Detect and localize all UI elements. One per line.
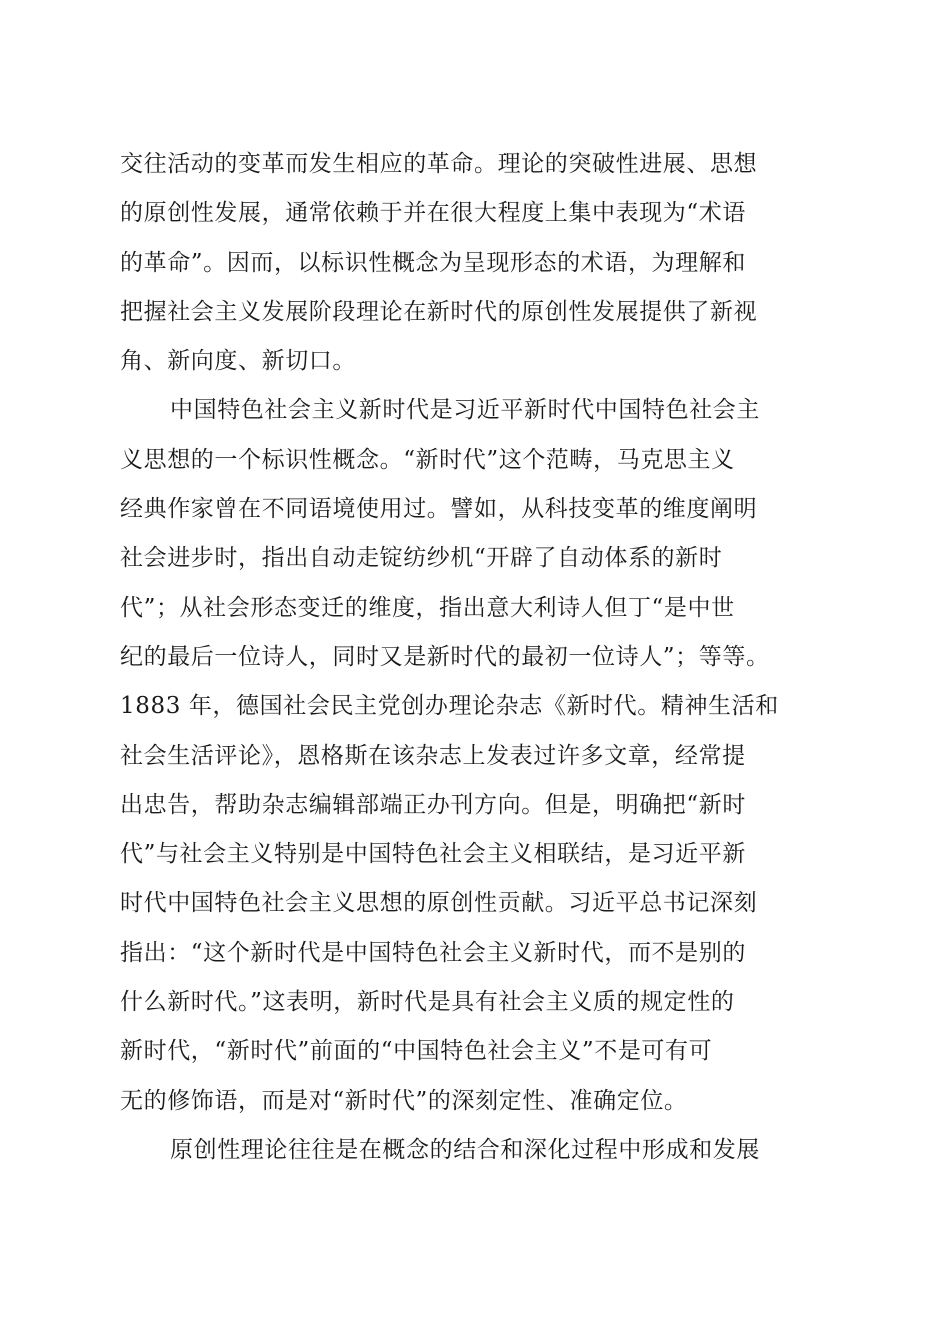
text-line: 角、新向度、新切口。 (120, 348, 356, 375)
text-line: 指出：“这个新时代是中国特色社会主义新时代，而不是别的 (120, 939, 746, 966)
text-line: 什么新时代。”这表明，新时代是具有社会主义质的规定性的 (120, 989, 735, 1016)
text-line: 新时代，“新时代”前面的“中国特色社会主义”不是可有可 (120, 1038, 713, 1065)
text-line: 纪的最后一位诗人，同时又是新时代的最初一位诗人”；等等。 (120, 643, 770, 670)
text-line: 无的修饰语，而是对“新时代”的深刻定性、准确定位。 (120, 1087, 688, 1114)
text-line: 交往活动的变革而发生相应的革命。理论的突破性进展、思想 (120, 151, 758, 177)
text-line: 社会生活评论》，恩格斯在该杂志上发表过许多文章，经常提 (120, 742, 746, 769)
paragraph-start-line: 原创性理论往往是在概念的结合和深化过程中形成和发展 (170, 1136, 760, 1163)
text-line: 时代中国特色社会主义思想的原创性贡献。习近平总书记深刻 (120, 890, 758, 917)
text-line: 的原创性发展，通常依赖于并在很大程度上集中表现为“术语 (120, 200, 746, 227)
text-line: 义思想的一个标识性概念。“新时代”这个范畴，马克思主义 (120, 446, 735, 473)
text-line: 经典作家曾在不同语境使用过。譬如，从科技变革的维度阐明 (120, 496, 758, 523)
text-line: 代”；从社会形态变迁的维度，指出意大利诗人但丁“是中世 (120, 594, 735, 621)
text-line: 把握社会主义发展阶段理论在新时代的原创性发展提供了新视 (120, 298, 758, 325)
text-line: 代”与社会主义特别是中国特色社会主义相联结，是习近平新 (120, 841, 746, 868)
text-line: 1883 年，德国社会民主党创办理论杂志《新时代。精神生活和 (120, 693, 779, 720)
paragraph-start-line: 中国特色社会主义新时代是习近平新时代中国特色社会主 (170, 397, 760, 424)
body-text (120, 140, 840, 1175)
text-line: 的革命”。因而，以标识性概念为呈现形态的术语，为理解和 (120, 249, 746, 276)
text-line: 出忠告，帮助杂志编辑部端正办刊方向。但是，明确把“新时 (120, 791, 746, 818)
text-line: 社会进步时，指出自动走锭纺纱机“开辟了自动体系的新时 (120, 545, 723, 572)
